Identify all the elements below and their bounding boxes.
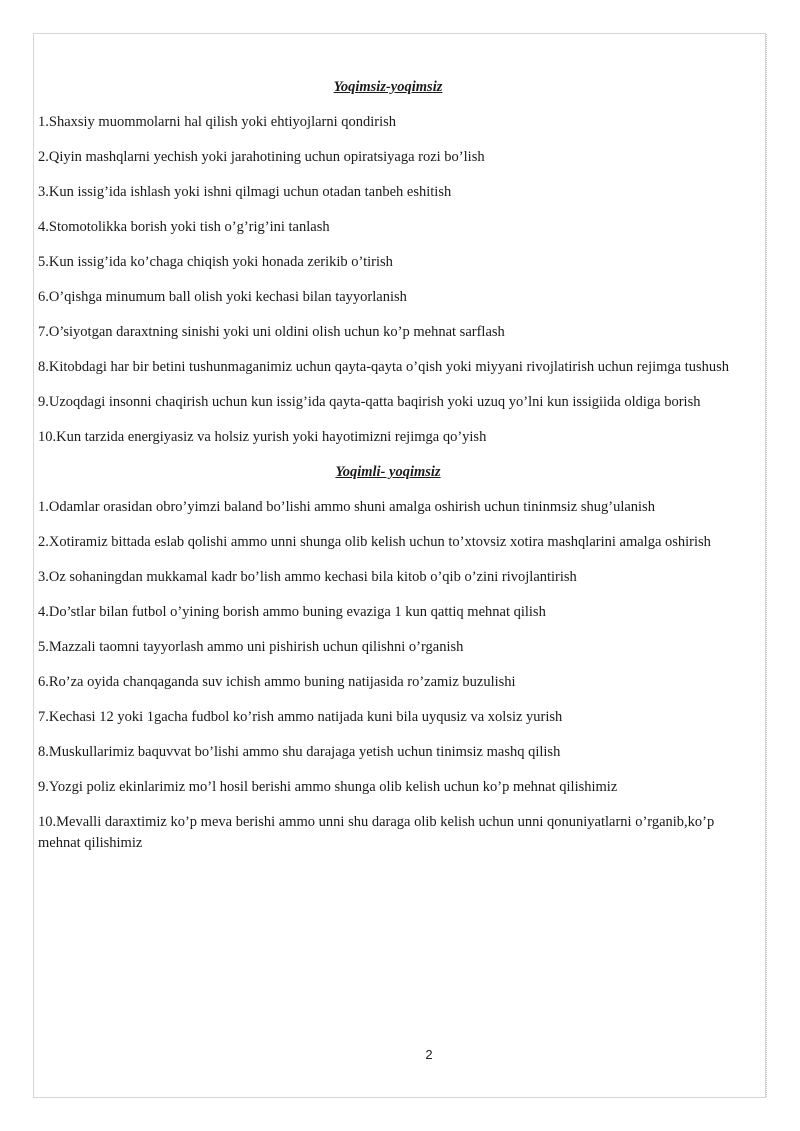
list-item: 1.Odamlar orasidan obro’yimzi baland bo’lishi ammo shuni amalga oshirish uchun tininmsiz shug’ulanish [38,499,655,515]
list-item: 3.Kun issig’ida ishlash yoki ishni qilmagi uchun otadan tanbeh eshitish [38,184,452,200]
page-number: 2 [425,1047,433,1062]
section-title-unpleasant-unpleasant: Yoqimsiz-yoqimsiz [333,79,443,95]
list-item: 4.Do’stlar bilan futbol o’yining borish ammo buning evaziga 1 kun qattiq mehnat qilish [38,604,546,620]
list-item: 5.Mazzali taomni tayyorlash ammo uni pishirish uchun qilishni o’rganish [38,639,464,655]
list-item: 2.Xotiramiz bittada eslab qolishi ammo unni shunga olib kelish uchun to’xtovsiz xotira mashqlarini amalga oshirish [38,534,711,550]
list-item: 10.Mevalli daraxtimiz ko’p meva berishi ammo unni shu daraga olib kelish uchun unni qonuniyatlarni o’rganib,ko’p mehnat qilishimiz [38,814,715,851]
list-pleasant-unpleasant [38,497,738,854]
list-item: 1.Shaxsiy muommolarni hal qilish yoki ehtiyojlarni qondirish [38,114,397,130]
list-item: 2.Qiyin mashqlarni yechish yoki jarahotining uchun opiratsiyaga rozi bo’lish [38,149,485,165]
list-unpleasant-unpleasant [38,112,738,448]
document-body [38,77,738,868]
list-item: 6.O’qishga minumum ball olish yoki kechasi bilan tayyorlanish [38,289,407,305]
section-title-pleasant-unpleasant: Yoqimli- yoqimsiz [335,464,441,480]
list-item: 10.Kun tarzida energiyasiz va holsiz yurish yoki hayotimizni rejimga qo’yish [38,429,487,445]
list-item: 8.Muskullarimiz baquvvat bo’lishi ammo shu darajaga yetish uchun tinimsiz mashq qilish [38,744,561,760]
list-item: 5.Kun issig’ida ko’chaga chiqish yoki honada zerikib o’tirish [38,254,393,270]
list-item: 4.Stomotolikka borish yoki tish o’g’rig’ini tanlash [38,219,330,235]
list-item: 7.Kechasi 12 yoki 1gacha fudbol ko’rish ammo natijada kuni bila uyqusiz va xolsiz yurish [38,709,563,725]
list-item: 9.Yozgi poliz ekinlarimiz mo’l hosil berishi ammo shunga olib kelish uchun ko’p mehnat qilishimiz [38,779,618,795]
list-item: 3.Oz sohaningdan mukkamal kadr bo’lish ammo kechasi bila kitob o’qib o’zini rivojlantirish [38,569,577,585]
list-item: 9.Uzoqdagi insonni chaqirish uchun kun issig’ida qayta-qatta baqirish yoki uzuq yo’lni kun issigiida oldiga borish [38,394,701,410]
list-item: 7.O’siyotgan daraxtning sinishi yoki uni oldini olish uchun ko’p mehnat sarflash [38,324,505,340]
list-item: 8.Kitobdagi har bir betini tushunmaganimiz uchun qayta-qayta o’qish yoki miyyani rivojlatirish uchun rejimga tushush [38,359,730,375]
list-item: 6.Ro’za oyida chanqaganda suv ichish ammo buning natijasida ro’zamiz buzulishi [38,674,516,690]
